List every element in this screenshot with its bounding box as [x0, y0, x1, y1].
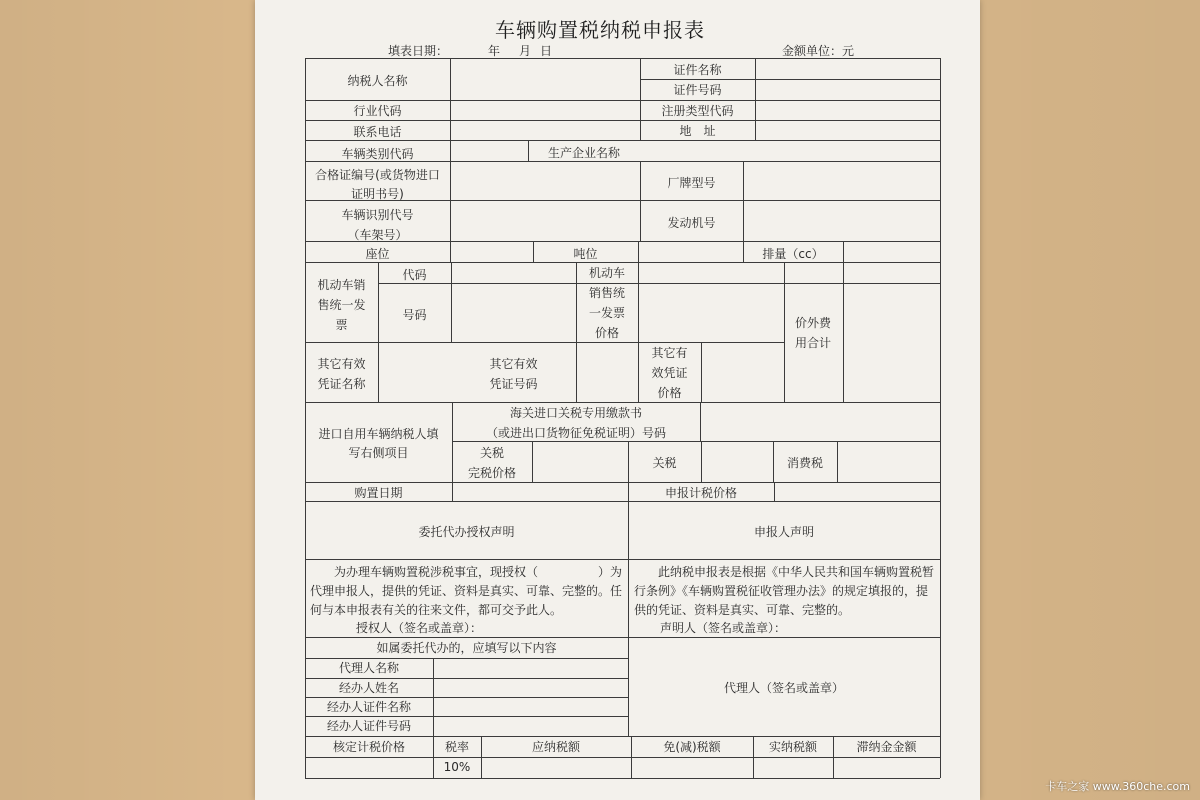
consumption-tax-label: 消费税: [786, 456, 823, 470]
grid-vline: [701, 441, 702, 482]
cert-num-label-1: 合格证编号(或货物进口: [315, 168, 440, 182]
other-voucher-price-label-2: 效凭证: [651, 366, 688, 380]
date-label: 填表日期：: [388, 44, 449, 58]
grid-hline: [305, 402, 940, 403]
declaration-text: 此纳税申报表是根据《中华人民共和国车辆购置税暂行条例》《车辆购置税征收管理办法》的规定填报的，提供的凭证、资料是真实、可靠、完整的。: [634, 565, 935, 617]
grid-vline: [843, 262, 844, 402]
manufacturer-label: 生产企业名称: [547, 146, 620, 160]
declarer-sign-label: 声明人（签名或盖章）：: [660, 621, 787, 635]
other-voucher-name-label-1: 其它有效: [317, 357, 366, 371]
tax-paid-label: 实纳税额: [768, 740, 817, 754]
duty-price-label-2: 完税价格: [467, 466, 516, 480]
grid-hline: [305, 637, 628, 638]
tonnage-label: 吨位: [573, 247, 598, 261]
declared-price-label: 申报计税价格: [664, 486, 737, 500]
invoice-label-2: 售统一发: [317, 298, 366, 312]
grid-vline: [837, 441, 838, 482]
reg-type-code-label: 注册类型代码: [661, 104, 734, 118]
agent-name-label: 代理人名称: [338, 661, 399, 675]
grid-vline: [532, 441, 533, 482]
grid-hline: [305, 482, 940, 483]
other-voucher-name-label-2: 凭证名称: [317, 377, 366, 391]
grid-vline: [843, 241, 844, 262]
grid-top-border: [305, 58, 940, 59]
grid-hline: [305, 100, 940, 101]
grid-vline: [433, 658, 434, 736]
grid-hline: [640, 79, 940, 80]
grid-hline: [305, 501, 940, 502]
grid-vline: [638, 241, 639, 262]
unit-label: 金额单位：元: [782, 44, 855, 58]
tax-exempt-label: 免(减)税额: [663, 740, 721, 754]
late-fee-label: 滞纳金金额: [856, 740, 917, 754]
other-voucher-price-label-3: 价格: [657, 386, 682, 400]
day-label: 日: [540, 44, 553, 58]
handler-cert-no-label: 经办人证件号码: [326, 719, 411, 733]
invoice-price-label-2: 销售统: [588, 286, 625, 300]
displacement-label: 排量（cc）: [762, 247, 824, 261]
customs-label-2: （或进出口货物征免税证明）号码: [485, 426, 666, 440]
agent-sign-label: 代理人（签名或盖章）: [723, 681, 844, 695]
grid-hline: [305, 697, 628, 698]
grid-hline: [305, 757, 940, 758]
address-label: 地 址: [679, 124, 716, 138]
agent-note-label: 如属委托代办的，应填写以下内容: [376, 641, 557, 655]
grid-vline: [451, 262, 452, 342]
taxpayer-name-label: 纳税人名称: [347, 74, 408, 88]
grid-hline: [305, 140, 940, 141]
verified-price-label: 核定计税价格: [332, 740, 405, 754]
extra-fee-label-2: 用合计: [794, 336, 831, 350]
other-voucher-no-label-2: 凭证号码: [489, 377, 538, 391]
invoice-price-label-1: 机动车: [588, 266, 625, 280]
grid-hline: [305, 678, 628, 679]
invoice-label-1: 机动车销: [317, 278, 366, 292]
extra-fee-label-1: 价外费: [794, 316, 831, 330]
duty-price-label-1: 关税: [479, 446, 504, 460]
grid-vline: [450, 161, 451, 262]
cert-no-label: 证件号码: [673, 83, 722, 97]
year-label: 年: [488, 44, 501, 58]
grid-hline: [628, 637, 940, 638]
grid-vline: [701, 342, 702, 402]
grid-vline: [755, 58, 756, 140]
invoice-price-label-3: 一发票: [588, 306, 625, 320]
invoice-label-3: 票: [335, 318, 348, 332]
cert-num-label-2: 证明书号): [351, 187, 404, 201]
grid-hline: [305, 716, 628, 717]
grid-vline: [452, 482, 453, 501]
authorization-title: 委托代办授权声明: [418, 525, 515, 539]
grid-vline: [450, 58, 451, 161]
grid-vline: [784, 262, 785, 402]
month-label: 月: [519, 44, 532, 58]
grid-hline: [305, 161, 940, 162]
vehicle-class-code-label: 车辆类别代码: [341, 147, 414, 161]
cert-name-label: 证件名称: [673, 63, 722, 77]
grid-hline: [305, 559, 940, 560]
purchase-date-label: 购置日期: [354, 486, 403, 500]
brand-model-label: 厂牌型号: [667, 176, 716, 190]
customs-label-1: 海关进口关税专用缴款书: [509, 406, 642, 420]
grid-hline: [378, 283, 940, 284]
tax-payable-label: 应纳税额: [531, 740, 580, 754]
tax-rate-value: 10%: [443, 760, 471, 774]
form-title: 车辆购置税纳税申报表: [495, 18, 705, 42]
grid-hline: [305, 262, 940, 263]
grid-vline: [700, 402, 701, 441]
tax-rate-label: 税率: [444, 740, 469, 754]
phone-label: 联系电话: [353, 125, 402, 139]
authorization-text: 为办理车辆购置税涉税事宜，现授权（ ）为代理申报人，提供的凭证、资料是真实、可靠、完整的。任何与本申报表有关的往来文件，都可交予此人。: [310, 565, 623, 617]
invoice-number-label: 号码: [402, 308, 427, 322]
authorizer-sign-label: 授权人（签名或盖章）：: [356, 621, 483, 635]
vin-label-1: 车辆识别代号: [341, 208, 414, 222]
grid-hline: [305, 658, 628, 659]
seats-label: 座位: [365, 247, 390, 261]
other-voucher-price-label-1: 其它有: [651, 346, 688, 360]
grid-bottom-border: [305, 778, 940, 779]
engine-no-label: 发动机号: [667, 216, 716, 230]
handler-cert-name-label: 经办人证件名称: [326, 700, 411, 714]
other-voucher-no-label-1: 其它有效: [489, 357, 538, 371]
handler-name-label: 经办人姓名: [338, 681, 399, 695]
industry-code-label: 行业代码: [353, 104, 402, 118]
grid-vline: [638, 262, 639, 342]
invoice-code-label: 代码: [402, 268, 427, 282]
import-label-2: 写右侧项目: [348, 446, 409, 460]
grid-hline: [305, 342, 784, 343]
grid-hline: [452, 441, 940, 442]
tariff-label: 关税: [652, 456, 677, 470]
import-label-1: 进口自用车辆纳税人填: [318, 427, 439, 441]
declaration-title: 申报人声明: [753, 525, 814, 539]
grid-hline: [305, 736, 940, 737]
watermark: 卡车之家 www.360che.com: [1045, 780, 1190, 793]
grid-hline: [305, 120, 940, 121]
grid-vline: [774, 482, 775, 501]
grid-right-border: [940, 58, 941, 778]
vin-label-2: （车架号）: [347, 228, 408, 242]
invoice-price-label-4: 价格: [594, 326, 619, 340]
